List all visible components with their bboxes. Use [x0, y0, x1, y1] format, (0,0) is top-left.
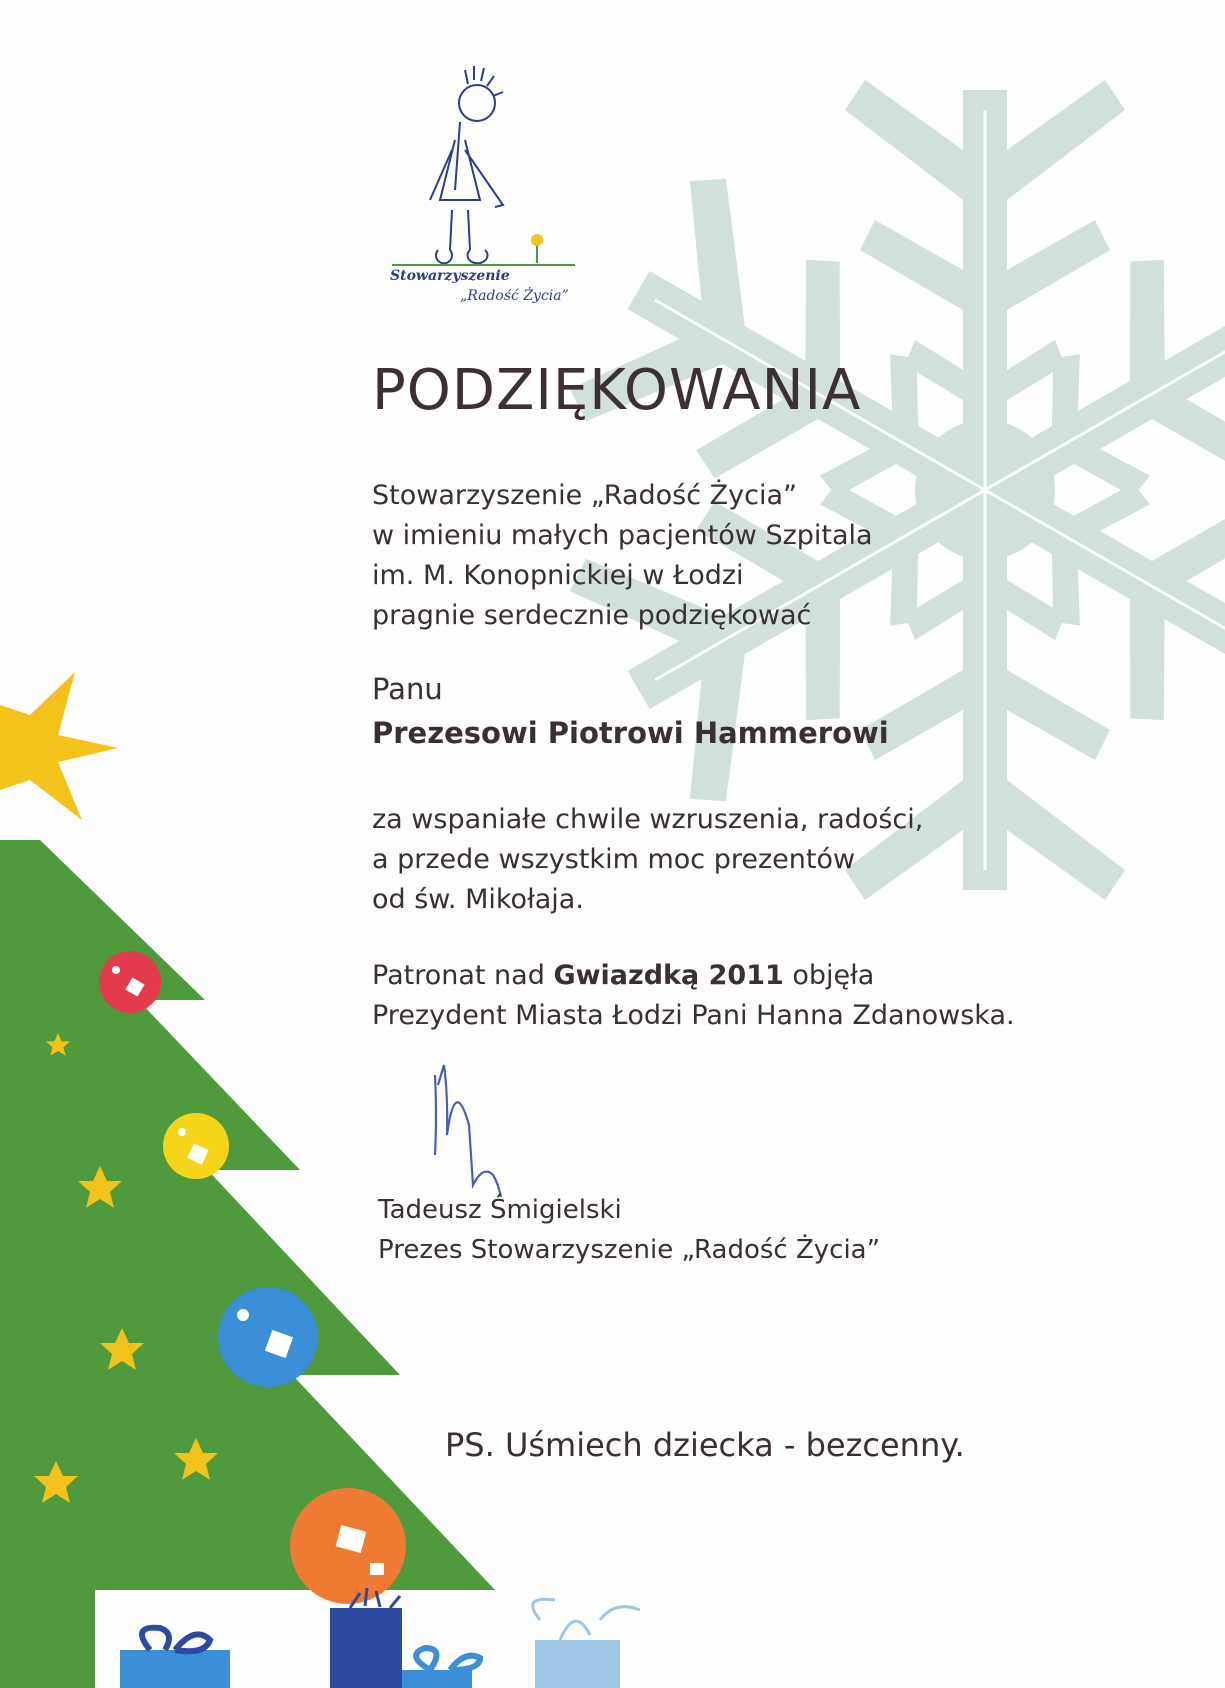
reason-paragraph: [372, 800, 923, 920]
logo-figure-icon: [392, 66, 575, 265]
patronage-paragraph: [372, 956, 1015, 1036]
patronage-line-1: [372, 956, 1015, 996]
salutation: Panu: [372, 672, 443, 706]
signer-role: Prezes Stowarzyszenie „Radość Życia”: [378, 1235, 881, 1265]
patronage-prefix: Patronat nad: [372, 960, 554, 991]
signer-name: Tadeusz Śmigielski: [378, 1195, 622, 1225]
reason-line: a przede wszystkim moc prezentów: [372, 844, 856, 875]
ornament-blue-icon: [218, 1287, 318, 1387]
ornament-orange-icon: [290, 1488, 406, 1604]
patronage-suffix: objęła: [783, 960, 875, 991]
intro-line: pragnie serdecznie podziękować: [372, 600, 812, 631]
postscript: PS. Uśmiech dziecka - bezcenny.: [445, 1426, 965, 1464]
logo-org-subtitle: „Radość Życia”: [460, 288, 569, 304]
page-title: PODZIĘKOWANIA: [372, 358, 862, 423]
ornament-red-icon: [99, 951, 161, 1013]
intro-line: w imieniu małych pacjentów Szpitala: [372, 520, 873, 551]
intro-paragraph: [372, 476, 873, 636]
signer-block: [378, 1190, 880, 1270]
logo-flower-icon: [531, 234, 543, 246]
logo-org-name: Stowarzyszenie: [390, 268, 510, 284]
intro-line: im. M. Konopnickiej w Łodzi: [372, 560, 744, 591]
intro-line: Stowarzyszenie „Radość Życia”: [372, 480, 798, 511]
patronage-line-2: Prezydent Miasta Łodzi Pani Hanna Zdanowska.: [372, 1000, 1015, 1031]
ornament-yellow-icon: [163, 1113, 229, 1179]
reason-line: od św. Mikołaja.: [372, 884, 584, 915]
signature-scribble: [435, 1065, 501, 1197]
reason-line: za wspaniałe chwile wzruszenia, radości,: [372, 804, 924, 835]
patronage-event: Gwiazdką 2011: [553, 960, 784, 991]
gift-boxes-icon: [120, 1588, 640, 1688]
recipient-name: Prezesowi Piotrowi Hammerowi: [372, 716, 889, 750]
star-icon: [0, 672, 118, 820]
